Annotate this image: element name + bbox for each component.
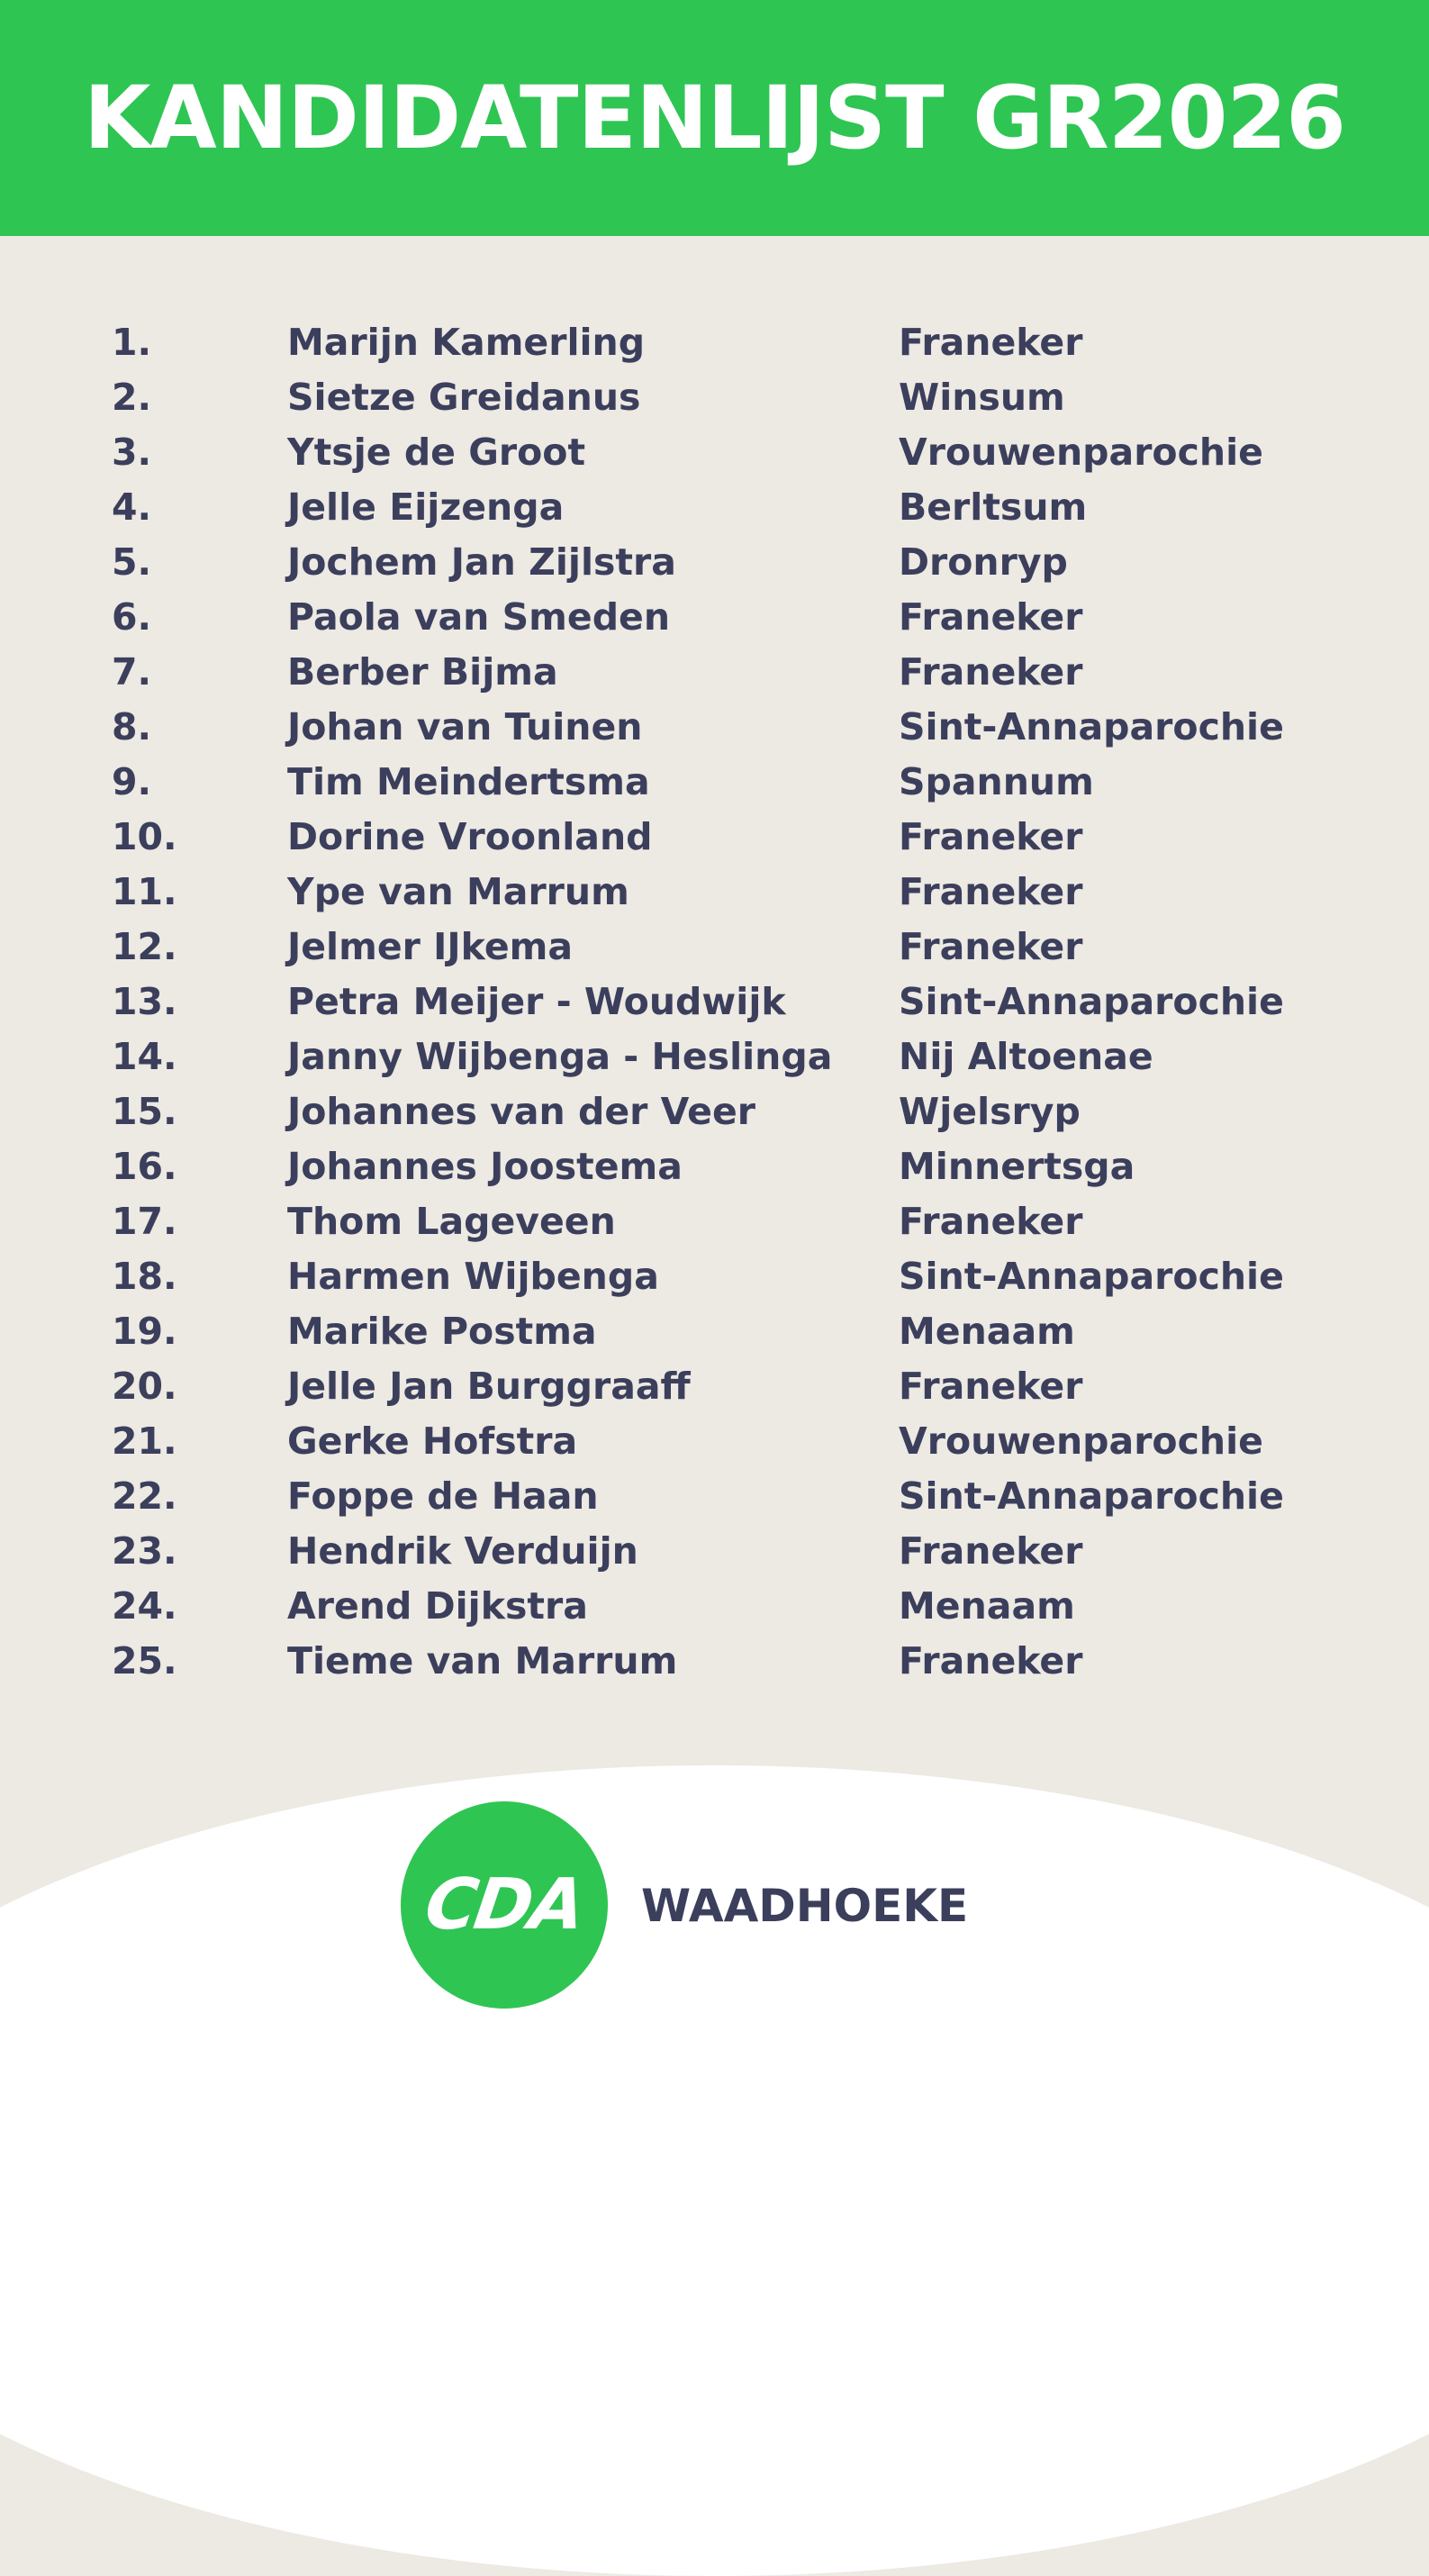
- candidate-place: Berltsum: [899, 485, 1088, 529]
- candidate-name: Ype van Marrum: [287, 870, 629, 913]
- candidate-number: 8.: [112, 705, 152, 748]
- candidate-name: Tim Meindertsma: [287, 760, 650, 803]
- candidate-name: Dorine Vroonland: [287, 815, 653, 858]
- candidate-name: Petra Meijer - Woudwijk: [287, 980, 786, 1023]
- candidate-place: Franeker: [899, 925, 1083, 968]
- list-item: [0, 425, 1429, 480]
- candidate-name: Gerke Hofstra: [287, 1420, 578, 1463]
- list-item: [0, 1359, 1429, 1414]
- candidate-number: 20.: [112, 1365, 177, 1408]
- list-item: [0, 590, 1429, 645]
- candidate-name: Sietze Greidanus: [287, 376, 641, 419]
- candidate-name: Hendrik Verduijn: [287, 1529, 638, 1573]
- page-title: KANDIDATENLIJST GR2026: [84, 68, 1345, 168]
- candidate-number: 19.: [112, 1310, 177, 1353]
- candidate-place: Sint-Annaparochie: [899, 705, 1284, 748]
- list-item: [0, 1579, 1429, 1634]
- candidate-place: Dronryp: [899, 540, 1068, 584]
- candidate-name: Thom Lageveen: [287, 1200, 616, 1243]
- candidate-name: Arend Dijkstra: [287, 1584, 588, 1628]
- candidate-number: 7.: [112, 650, 152, 694]
- candidate-number: 3.: [112, 431, 152, 474]
- list-item: [0, 1524, 1429, 1579]
- candidate-place: Franeker: [899, 650, 1083, 694]
- list-item: [0, 1029, 1429, 1084]
- candidate-place: Franeker: [899, 1365, 1083, 1408]
- cda-logo: [401, 1801, 608, 2009]
- candidate-place: Menaam: [899, 1584, 1075, 1628]
- list-item: [0, 480, 1429, 535]
- candidate-place: Franeker: [899, 1200, 1083, 1243]
- list-item: [0, 1139, 1429, 1194]
- candidate-name: Marijn Kamerling: [287, 321, 646, 364]
- candidate-place: Sint-Annaparochie: [899, 980, 1284, 1023]
- list-item: [0, 1249, 1429, 1304]
- list-item: [0, 535, 1429, 590]
- candidate-number: 13.: [112, 980, 177, 1023]
- candidate-name: Johannes Joostema: [287, 1145, 683, 1188]
- candidate-number: 2.: [112, 376, 152, 419]
- list-item: [0, 1084, 1429, 1139]
- candidate-number: 24.: [112, 1584, 177, 1628]
- candidate-name: Jochem Jan Zijlstra: [287, 540, 676, 584]
- candidate-number: 4.: [112, 485, 152, 529]
- candidate-name: Jelle Jan Burggraaff: [287, 1365, 691, 1408]
- candidate-place: Franeker: [899, 870, 1083, 913]
- candidate-number: 15.: [112, 1090, 177, 1133]
- candidate-place: Winsum: [899, 376, 1065, 419]
- candidate-name: Foppe de Haan: [287, 1474, 599, 1518]
- list-item: [0, 920, 1429, 975]
- list-item: [0, 810, 1429, 865]
- candidate-number: 16.: [112, 1145, 177, 1188]
- candidate-name: Berber Bijma: [287, 650, 558, 694]
- candidate-name: Johan van Tuinen: [287, 705, 643, 748]
- candidate-number: 10.: [112, 815, 177, 858]
- chapter-name: WAADHOEKE: [641, 1880, 969, 1932]
- list-item: [0, 1634, 1429, 1689]
- candidate-place: Spannum: [899, 760, 1094, 803]
- candidate-number: 17.: [112, 1200, 177, 1243]
- candidate-number: 25.: [112, 1639, 177, 1683]
- candidate-name: Harmen Wijbenga: [287, 1255, 659, 1298]
- list-item: [0, 975, 1429, 1029]
- candidate-place: Menaam: [899, 1310, 1075, 1353]
- candidate-place: Sint-Annaparochie: [899, 1255, 1284, 1298]
- candidate-number: 9.: [112, 760, 152, 803]
- candidate-number: 22.: [112, 1474, 177, 1518]
- candidate-place: Franeker: [899, 1639, 1083, 1683]
- candidate-place: Vrouwenparochie: [899, 431, 1263, 474]
- candidate-number: 18.: [112, 1255, 177, 1298]
- list-item: [0, 1304, 1429, 1359]
- candidate-number: 23.: [112, 1529, 177, 1573]
- candidate-name: Tieme van Marrum: [287, 1639, 678, 1683]
- list-item: [0, 1414, 1429, 1469]
- candidate-number: 14.: [112, 1035, 177, 1078]
- candidate-place: Franeker: [899, 321, 1083, 364]
- candidate-place: Vrouwenparochie: [899, 1420, 1263, 1463]
- candidate-number: 1.: [112, 321, 152, 364]
- candidate-place: Franeker: [899, 815, 1083, 858]
- candidate-list: [0, 315, 1429, 1689]
- candidate-number: 21.: [112, 1420, 177, 1463]
- list-item: [0, 1194, 1429, 1249]
- candidate-number: 6.: [112, 595, 152, 639]
- candidate-name: Johannes van der Veer: [287, 1090, 755, 1133]
- list-item: [0, 645, 1429, 700]
- candidate-name: Janny Wijbenga - Heslinga: [287, 1035, 833, 1078]
- candidate-name: Jelmer IJkema: [287, 925, 574, 968]
- candidate-name: Ytsje de Groot: [287, 431, 586, 474]
- candidate-number: 11.: [112, 870, 177, 913]
- candidate-place: Franeker: [899, 595, 1083, 639]
- list-item: [0, 315, 1429, 370]
- list-item: [0, 865, 1429, 920]
- candidate-name: Jelle Eijzenga: [287, 485, 565, 529]
- candidate-place: Wjelsryp: [899, 1090, 1081, 1133]
- candidate-place: Nij Altoenae: [899, 1035, 1153, 1078]
- list-item: [0, 755, 1429, 810]
- candidate-place: Sint-Annaparochie: [899, 1474, 1284, 1518]
- logo-text: CDA: [420, 1864, 588, 1946]
- candidate-place: Franeker: [899, 1529, 1083, 1573]
- list-item: [0, 370, 1429, 425]
- candidate-name: Marike Postma: [287, 1310, 597, 1353]
- candidate-number: 12.: [112, 925, 177, 968]
- list-item: [0, 700, 1429, 755]
- candidate-number: 5.: [112, 540, 152, 584]
- candidate-name: Paola van Smeden: [287, 595, 671, 639]
- candidate-place: Minnertsga: [899, 1145, 1135, 1188]
- list-item: [0, 1469, 1429, 1524]
- header-banner: [0, 0, 1429, 236]
